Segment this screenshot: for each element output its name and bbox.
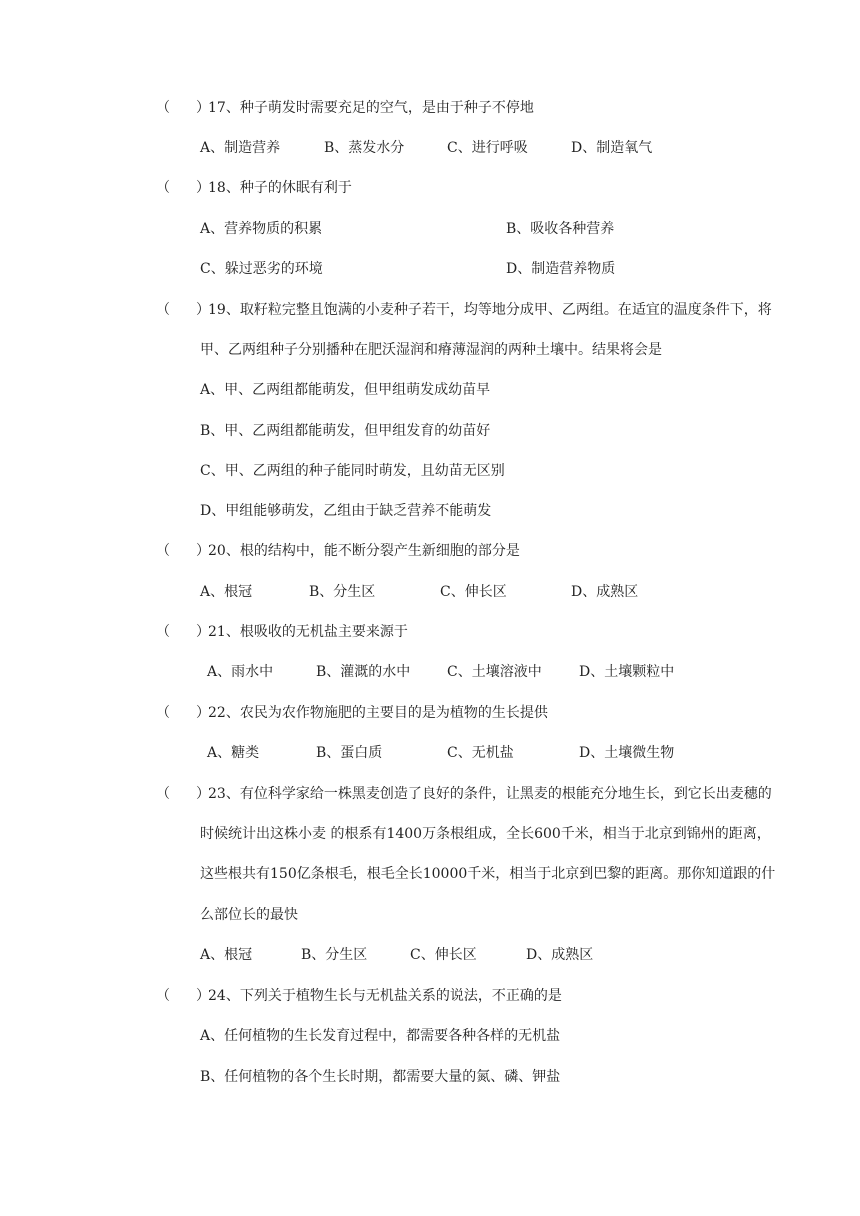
answer-paren-open: （ [156, 624, 170, 640]
option-b: B、蛋白质 [316, 745, 383, 761]
option-b: B、分生区 [301, 947, 368, 963]
option-c: C、土壤溶液中 [447, 664, 542, 680]
question-text: 24、下列关于植物生长与无机盐关系的说法，不正确的是 [208, 988, 562, 1004]
question-text: 18、种子的休眠有利于 [208, 180, 352, 196]
option-d: D、土壤微生物 [579, 745, 675, 761]
option-d: D、制造氧气 [571, 140, 653, 156]
option-a: A、根冠 [200, 584, 253, 600]
answer-paren-close: ） [196, 302, 210, 318]
answer-paren-open: （ [156, 786, 170, 802]
option-d: D、制造营养物质 [506, 261, 616, 277]
option-b: B、灌溉的水中 [316, 664, 411, 680]
question-text: 20、根的结构中，能不断分裂产生新细胞的部分是 [208, 543, 520, 559]
option-a: A、任何植物的生长发育过程中，都需要各种各样的无机盐 [200, 1028, 561, 1044]
option-d: D、土壤颗粒中 [579, 664, 675, 680]
option-a: A、雨水中 [207, 664, 274, 680]
answer-paren-open: （ [156, 302, 170, 318]
option-c: C、甲、乙两组的种子能同时萌发，且幼苗无区别 [200, 463, 505, 479]
answer-paren-close: ） [196, 786, 210, 802]
option-d: D、成熟区 [571, 584, 639, 600]
question-text-continued: 甲、乙两组种子分别播种在肥沃湿润和瘠薄湿润的两种土壤中。结果将会是 [200, 342, 662, 358]
answer-paren-close: ） [196, 100, 210, 116]
option-c: C、伸长区 [410, 947, 477, 963]
option-c: C、躲过恶劣的环境 [200, 261, 323, 277]
question-text-continued: 时候统计出这株小麦 的根系有1400万条根组成，全长600千米，相当于北京到锦州的距离， [200, 826, 771, 842]
option-b: B、吸收各种营养 [506, 221, 615, 237]
answer-paren-open: （ [156, 988, 170, 1004]
option-a: A、糖类 [207, 745, 260, 761]
option-a: A、甲、乙两组都能萌发，但甲组萌发成幼苗早 [200, 382, 491, 398]
option-b: B、蒸发水分 [324, 140, 405, 156]
option-a: A、根冠 [200, 947, 253, 963]
option-c: C、伸长区 [440, 584, 507, 600]
question-text: 19、取籽粒完整且饱满的小麦种子若干，均等地分成甲、乙两组。在适宜的温度条件下，将 [208, 302, 772, 318]
option-a: A、制造营养 [200, 140, 281, 156]
option-b: B、甲、乙两组都能萌发，但甲组发育的幼苗好 [200, 423, 491, 439]
answer-paren-close: ） [196, 624, 210, 640]
option-b: B、分生区 [309, 584, 376, 600]
question-text-continued: 这些根共有150亿条根毛，根毛全长10000千米，相当于北京到巴黎的距离。那你知道跟的什 [200, 866, 776, 882]
answer-paren-close: ） [196, 180, 210, 196]
question-text: 21、根吸收的无机盐主要来源于 [208, 624, 408, 640]
option-d: D、成熟区 [526, 947, 594, 963]
option-c: C、无机盐 [447, 745, 514, 761]
question-text: 17、种子萌发时需要充足的空气，是由于种子不停地 [208, 100, 534, 116]
option-c: C、进行呼吸 [447, 140, 528, 156]
question-text: 22、农民为农作物施肥的主要目的是为植物的生长提供 [208, 705, 548, 721]
option-d: D、甲组能够萌发，乙组由于缺乏营养不能萌发 [200, 503, 492, 519]
answer-paren-open: （ [156, 180, 170, 196]
answer-paren-open: （ [156, 543, 170, 559]
question-text-continued: 么部位长的最快 [200, 907, 298, 923]
answer-paren-close: ） [196, 705, 210, 721]
option-b: B、任何植物的各个生长时期，都需要大量的氮、磷、钾盐 [200, 1069, 561, 1085]
option-a: A、营养物质的积累 [200, 221, 323, 237]
question-text: 23、有位科学家给一株黑麦创造了良好的条件，让黑麦的根能充分地生长，到它长出麦穗的 [208, 786, 772, 802]
answer-paren-close: ） [196, 988, 210, 1004]
answer-paren-open: （ [156, 705, 170, 721]
answer-paren-open: （ [156, 100, 170, 116]
answer-paren-close: ） [196, 543, 210, 559]
